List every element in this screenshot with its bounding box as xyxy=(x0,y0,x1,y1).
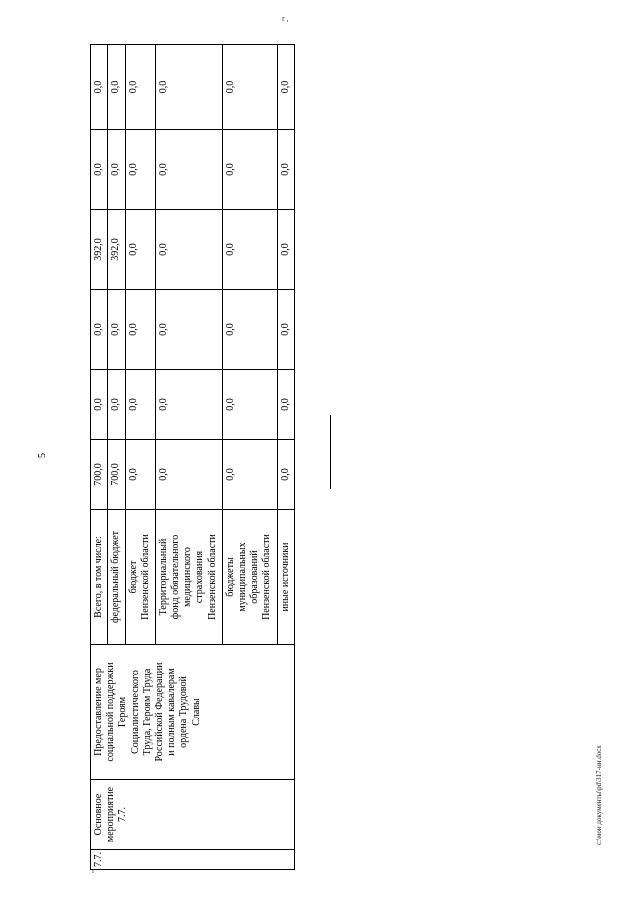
cell-text-line: Пензенской области xyxy=(140,534,152,620)
amount-cell: 0,0 xyxy=(277,130,295,210)
amount-cell: 0,0 xyxy=(222,290,277,370)
cell-text-line: Славы xyxy=(190,698,202,726)
cell-text-line: Труда, Героям Труда xyxy=(141,668,153,756)
cell-text-line: и полным кавалерам xyxy=(166,668,178,756)
amount-cell: 0,0 xyxy=(155,290,222,370)
file-path-footer: c:\мои документы\pd\317-ни.docx xyxy=(595,745,603,845)
amount-cell: 0,0 xyxy=(91,130,108,210)
amount-cell: 0,0 xyxy=(108,130,125,210)
amount-cell: 0,0 xyxy=(125,45,155,130)
funding-source-cell xyxy=(277,510,295,645)
amount-cell: 0,0 xyxy=(277,440,295,510)
measure-description-cell xyxy=(91,645,295,780)
amount-cell: 0,0 xyxy=(91,290,108,370)
amount-cell: 0,0 xyxy=(155,370,222,440)
cell-text-line: Территориальный xyxy=(157,538,169,616)
amount-cell: 0,0 xyxy=(222,130,277,210)
amount-cell: 0,0 xyxy=(222,440,277,510)
amount-cell: 0,0 xyxy=(108,370,125,440)
amount-cell: 0,0 xyxy=(277,45,295,130)
amount-cell: 0,0 xyxy=(125,210,155,290)
amount-cell: 0,0 xyxy=(125,440,155,510)
amount-cell: 392,0 xyxy=(108,210,125,290)
cell-text-line: Российской Федерации xyxy=(154,662,166,762)
cell-text-line: Основное xyxy=(93,793,104,836)
cell-text-line: Предоставление мер xyxy=(93,668,104,756)
cell-text-line: Пензенской области xyxy=(261,534,273,620)
cell-text-line: медицинского xyxy=(182,547,194,607)
table-row xyxy=(91,45,108,870)
cell-text-line: мероприятие xyxy=(105,786,117,843)
amount-cell: 0,0 xyxy=(125,370,155,440)
amount-cell: 0,0 xyxy=(155,130,222,210)
amount-cell: 0,0 xyxy=(222,210,277,290)
amount-cell: 0,0 xyxy=(222,370,277,440)
measure-type-cell xyxy=(91,780,295,850)
amount-cell: 0,0 xyxy=(155,210,222,290)
corner-mark-top-right: r , xyxy=(282,14,289,23)
center-rule xyxy=(330,415,331,489)
cell-text-line: образований xyxy=(249,550,261,604)
cell-text-line: муниципальных xyxy=(237,542,249,612)
cell-text-line: ордена Трудовой xyxy=(178,676,190,748)
amount-cell: 700,0 xyxy=(91,440,108,510)
funding-source-cell xyxy=(222,510,277,645)
cell-text-line: Всего, в том числе: xyxy=(93,536,104,618)
corner-mark-left: r xyxy=(92,866,95,875)
amount-cell: 0,0 xyxy=(277,290,295,370)
cell-text-line: социальной поддержки xyxy=(105,662,117,762)
amount-cell: 0,0 xyxy=(91,45,108,130)
amount-cell: 392,0 xyxy=(91,210,108,290)
amount-cell: 0,0 xyxy=(155,440,222,510)
rotated-page-content xyxy=(90,40,296,870)
amount-cell: 0,0 xyxy=(108,45,125,130)
budget-table xyxy=(90,44,295,870)
amount-cell: 0,0 xyxy=(277,370,295,440)
cell-text-line: 7.7. xyxy=(117,807,129,822)
funding-source-cell xyxy=(108,510,125,645)
cell-text-line: Социалистического xyxy=(129,670,141,754)
cell-text-line: федеральный бюджет xyxy=(110,530,122,624)
cell-text-line: иные источники xyxy=(279,542,291,612)
amount-cell: 0,0 xyxy=(222,45,277,130)
amount-cell: 700,0 xyxy=(108,440,125,510)
amount-cell: 0,0 xyxy=(277,210,295,290)
cell-text-line: бюджет xyxy=(127,560,139,594)
cell-text-line: бюджеты xyxy=(224,557,236,597)
cell-text-line: фонд обязательного xyxy=(170,534,181,620)
amount-cell: 0,0 xyxy=(125,290,155,370)
amount-cell: 0,0 xyxy=(108,290,125,370)
cell-text-line: Героям xyxy=(117,696,129,728)
page-number: 5 xyxy=(37,453,48,458)
amount-cell: 0,0 xyxy=(155,45,222,130)
funding-source-cell xyxy=(155,510,222,645)
funding-source-cell xyxy=(125,510,155,645)
row-index-cell: 7.7. xyxy=(91,850,295,870)
amount-cell: 0,0 xyxy=(91,370,108,440)
cell-text-line: Пензенской области xyxy=(206,534,218,620)
funding-source-cell xyxy=(91,510,108,645)
cell-text-line: страхования xyxy=(194,550,206,604)
amount-cell: 0,0 xyxy=(125,130,155,210)
